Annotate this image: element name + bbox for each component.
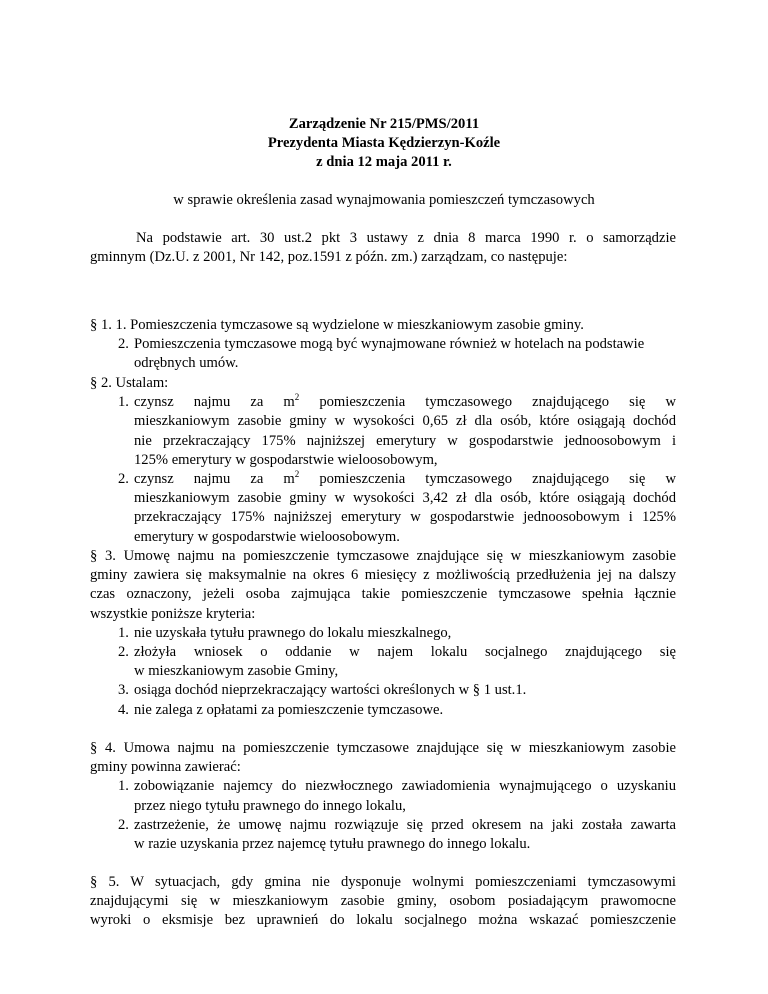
paragraph-line: § 5. W sytuacjach, gdy gmina nie dysponuje wolnymi pomieszczeniami tymczasowymi xyxy=(90,874,676,890)
section-1-item-1: § 1. 1. Pomieszczenia tymczasowe są wydzielone w mieszkaniowym zasobie gminy. xyxy=(90,317,584,333)
section-3 xyxy=(90,547,676,720)
item-line: w mieszkaniowym zasobie Gminy, xyxy=(134,663,339,680)
item-line: czynsz najmu za $m^2$ pomieszczenia tymczasowego znajdującego się w xyxy=(134,392,677,411)
preamble-line: Na podstawie art. 30 ust.2 pkt 3 ustawy z dnia 8 marca 1990 r. o samorządzie xyxy=(136,230,676,246)
item-line: Pomieszczenia tymczasowe mogą być wynajmowane również w hotelach na podstawie xyxy=(134,336,645,353)
paragraph-line: § 3. Umowę najmu na pomieszczenie tymczasowe znajdujące się w mieszkaniowym zasobie xyxy=(90,548,676,564)
item-number: 2. xyxy=(118,336,129,353)
ordinance-issuer: Prezydenta Miasta Kędzierzyn-Koźle xyxy=(267,135,501,151)
item-line: w razie uzyskania przez najemcę tytułu prawnego do innego lokalu. xyxy=(134,836,531,853)
paragraph-line: § 4. Umowa najmu na pomieszczenie tymczasowe znajdujące się w mieszkaniowym zasobie xyxy=(90,740,676,756)
paragraph-line: wyroki o eksmisje bez uprawnień do lokalu socjalnego można wskazać pomieszczenie xyxy=(90,912,676,929)
item-number: 4. xyxy=(118,701,129,718)
item-number: 1. xyxy=(118,624,129,641)
section-3-item-3 xyxy=(90,681,676,700)
item-line: nie uzyskała tytułu prawnego do lokalu mieszkalnego, xyxy=(134,624,452,641)
paragraph-line: znajdującymi się w mieszkaniowym zasobie gminy, osobom posiadającym prawomocne xyxy=(90,893,676,910)
item-line: odrębnych umów. xyxy=(134,355,239,372)
item-number: 1. xyxy=(118,778,129,795)
section-2 xyxy=(90,374,676,547)
section-2-item-1 xyxy=(90,393,676,470)
item-line: emerytury w gospodarstwie wieloosobowym. xyxy=(134,528,400,545)
item-line: przekraczający 175% najniższej emerytury w gospodarstwie jednoosobowym i 125% xyxy=(134,509,676,526)
item-line: nie zalega z opłatami za pomieszczenie tymczasowe. xyxy=(134,701,444,718)
item-line: mieszkaniowym zasobie gminy w wysokości 3,42 zł dla osób, które osiągają dochód xyxy=(134,490,676,507)
item-line: przez niego tytułu prawnego do innego lokalu, xyxy=(134,797,406,814)
item-line: zastrzeżenie, że umowę najmu rozwiązuje się przed okresem na jaki została zawarta xyxy=(134,816,676,833)
item-line: złożyła wniosek o oddanie w najem lokalu socjalnego znajdującego się xyxy=(134,644,676,661)
paragraph-line: gminy powinna zawierać: xyxy=(90,759,241,776)
section-4 xyxy=(90,739,676,854)
section-4-item-2 xyxy=(90,816,676,854)
section-1 xyxy=(90,316,676,374)
item-line: osiąga dochód nieprzekraczający wartości określonych w § 1 ust.1. xyxy=(134,682,527,699)
item-line: nie przekraczający 175% najniższej emerytury w gospodarstwie jednoosobowym i xyxy=(134,432,676,449)
section-2-item-2 xyxy=(90,470,676,547)
item-number: 1. xyxy=(118,394,129,411)
item-line: mieszkaniowym zasobie gminy w wysokości 0,65 zł dla osób, które osiągają dochód xyxy=(134,413,676,430)
item-number: 2. xyxy=(118,816,129,833)
item-number: 3. xyxy=(118,682,129,699)
ordinance-title: Zarządzenie Nr 215/PMS/2011 xyxy=(288,116,480,132)
preamble-line: gminnym (Dz.U. z 2001, Nr 142, poz.1591 z późn. zm.) zarządzam, co następuje: xyxy=(90,249,568,266)
item-line: 125% emerytury w gospodarstwie wieloosobowym, xyxy=(134,451,438,468)
ordinance-subject: w sprawie określenia zasad wynajmowania pomieszczeń tymczasowych xyxy=(173,192,595,208)
item-line: czynsz najmu za $m^2$ pomieszczenia tymczasowego znajdującego się w xyxy=(134,469,677,488)
section-2-heading: § 2. Ustalam: xyxy=(90,375,169,391)
paragraph-line: czas oznaczony, jeżeli osoba zajmująca takie pomieszczenie tymczasowe spełnia łącznie xyxy=(90,586,676,603)
section-3-item-1 xyxy=(90,624,676,643)
preamble xyxy=(90,229,676,267)
section-3-item-4 xyxy=(90,701,676,720)
section-1-item-2 xyxy=(90,335,676,373)
item-number: 2. xyxy=(118,644,129,661)
ordinance-date: z dnia 12 maja 2011 r. xyxy=(316,154,452,170)
item-line: zobowiązanie najemcy do niezwłocznego zawiadomienia wynajmującego o uzyskaniu xyxy=(134,778,676,795)
item-number: 2. xyxy=(118,471,129,488)
paragraph-line: gminy zawiera się maksymalnie na okres 6 miesięcy z możliwością przedłużenia jej na dalszy xyxy=(90,567,676,584)
paragraph-line: wszystkie poniższe kryteria: xyxy=(90,605,256,622)
section-5 xyxy=(90,873,676,931)
section-3-item-2 xyxy=(90,643,676,681)
section-4-item-1 xyxy=(90,777,676,815)
